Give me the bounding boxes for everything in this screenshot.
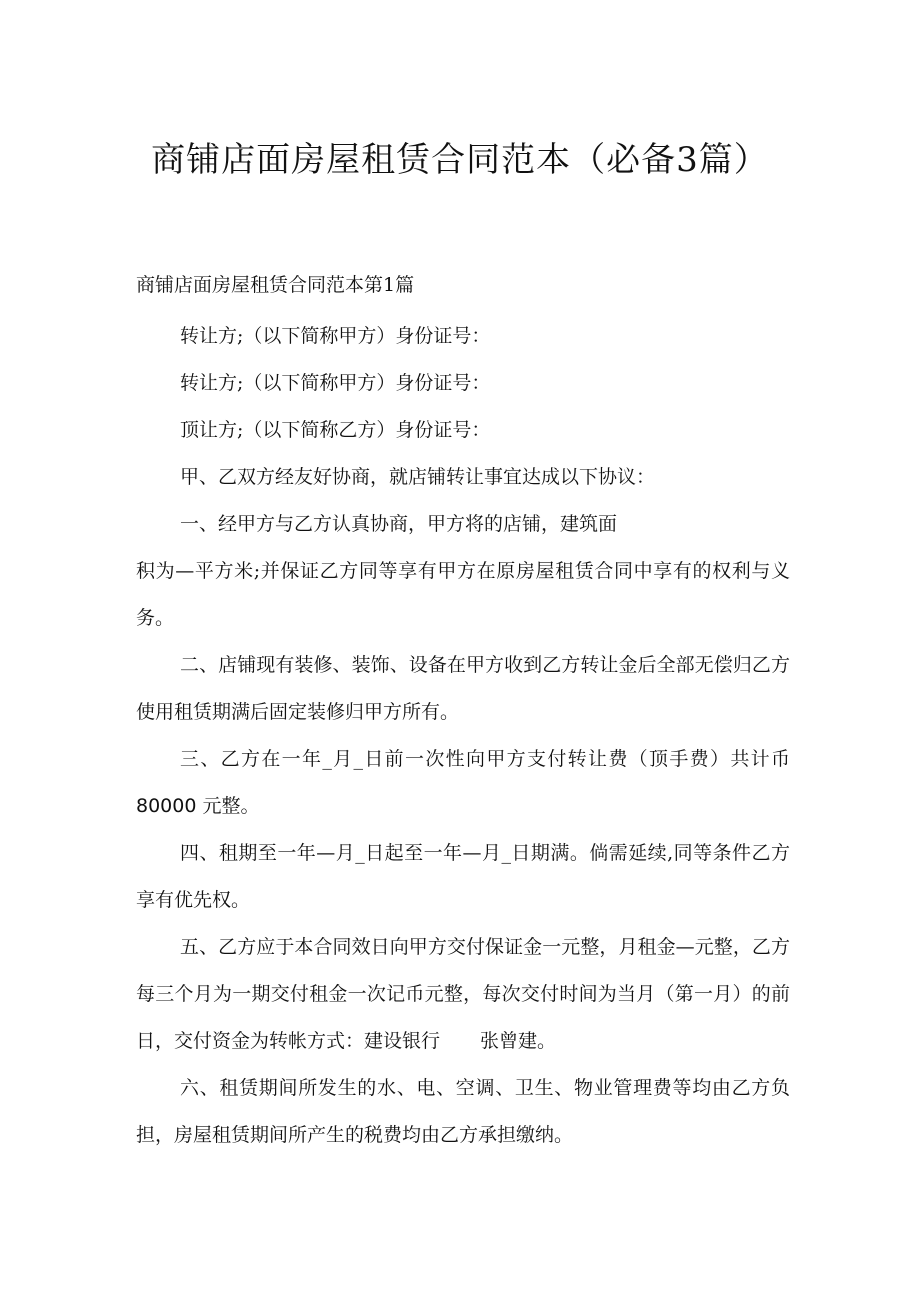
party-line-assignee: 顶让方;（以下简称乙方）身份证号： (180, 419, 491, 441)
clause-4: 四、租期至一年—月_日起至一年—月_日期满。倘需延续,同等条件乙方享有优先权。 (136, 842, 790, 911)
party-line-transferor-2: 转让方;（以下简称甲方）身份证号： (180, 372, 491, 394)
clause-2: 二、店铺现有装修、装饰、设备在甲方收到乙方转让金后全部无偿归乙方使用租赁期满后固定装修归甲方所有。 (136, 654, 790, 723)
clause-3-amount: 80000 (136, 795, 197, 817)
clause-1-continuation: 积为—平方米;并保证乙方同等享有甲方在原房屋租赁合同中享有的权利与义务。 (136, 560, 790, 629)
clause-1-first-line: 一、经甲方与乙方认真协商，甲方将的店铺，建筑面 (180, 513, 618, 535)
clause-3-text: 三、乙方在一年_月_日前一次性向甲方支付转让费（顶手费）共计币 (180, 748, 790, 770)
clause-6: 六、租赁期间所发生的水、电、空调、卫生、物业管理费等均由乙方负担，房屋租赁期间所产生的税费均由乙方承担缴纳。 (136, 1077, 790, 1146)
clause-5 (136, 924, 790, 1065)
clause-5-payee: 张曾建。 (480, 1030, 557, 1052)
agreement-intro: 甲、乙双方经友好协商，就店铺转让事宜达成以下协议： (180, 466, 656, 488)
clause-3 (136, 736, 790, 830)
clause-3-tail: 元整。 (202, 795, 260, 817)
section-heading: 商铺店面房屋租赁合同范本第1篇 (136, 274, 415, 296)
clause-5-text: 五、乙方应于本合同效日向甲方交付保证金一元整，月租金—元整，乙方每三个月为一期交付租金一次记币元整，每次交付时间为当月（第一月）的前日，交付资金为转帐方式：建设银行 (136, 936, 790, 1052)
document-title: 商铺店面房屋租赁合同范本（必备3篇） (151, 140, 769, 180)
party-line-transferor-1: 转让方;（以下简称甲方）身份证号： (180, 325, 491, 347)
